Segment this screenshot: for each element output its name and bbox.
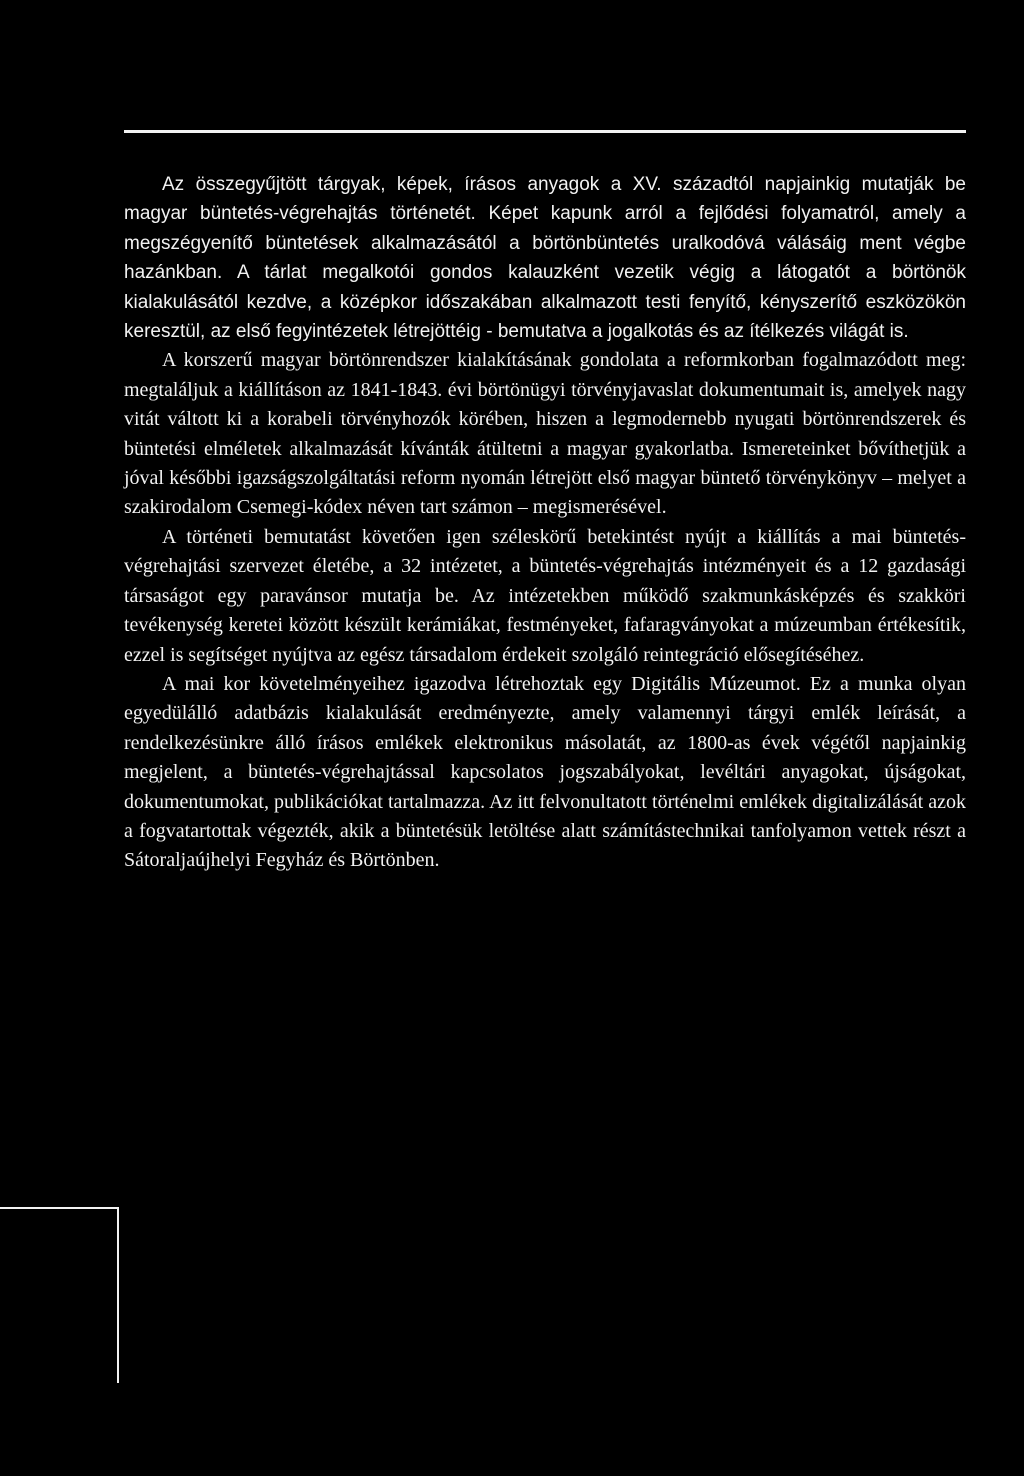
paragraph-prison-system-reform: A korszerű magyar börtönrendszer kialakításának gondolata a reformkorban fogalmazódott meg: megtaláljuk a kiállításon az 1841-1843. évi börtönügyi törvényjavaslat dokumentumait is, amelyek nagy vitát váltott ki a korabeli törvényhozók körében, hiszen a legmodernebb nyugati börtönrendszerek és büntetési elméletek alkalmazását kívánták átültetni a magyar gyakorlatba. Ismereteinket bővíthetjük a jóval későbbi igazságszolgáltatási reform nyomán létrejött első magyar büntető törvénykönyv – melyet a szakirodalom Csemegi-kódex néven tart számon – megismerésével. (124, 349, 966, 519)
paragraph-digital-museum: A mai kor követelményeihez igazodva létrehoztak egy Digitális Múzeumot. Ez a munka olyan egyedülálló adatbázis kialakulását eredményezte, amely valamennyi tárgyi emlék leírását, a rendelkezésünkre álló írásos emlékek elektronikus másolatát, az 1800-as évek végétől napjainkig megjelent, a büntetés-végrehajtással kapcsolatos jogszabályokat, levéltári anyagokat, újságokat, dokumentumokat, publikációkat tartalmazza. Az itt felvonultatott történelmi emlékek digitalizálását azok a fogvatartottak végezték, akik a büntetésük letöltése alatt számítástechnikai tanfolyamon vettek részt a Sátoraljaújhelyi Fegyház és Börtönben. (124, 672, 966, 872)
corner-frame-box (0, 1207, 119, 1383)
document-body (124, 170, 966, 876)
top-divider-line (124, 130, 966, 133)
paragraph-modern-organization: A történeti bemutatást követően igen széleskörű betekintést nyújt a kiállítás a mai büntetés-végrehajtási szervezet életébe, a 32 intézetet, a büntetés-végrehajtás intézményeit és a 12 gazdasági társaságot egy paravánsor mutatja be. Az intézetekben működő szakmunkásképzés és szakköri tevékenység keretei között készült kerámiákat, festményeket, fafaragványokat a múzeumban értékesítik, ezzel is segítséget nyújtva az egész társadalom érdekeit szolgáló reintegráció elősegítéséhez. (124, 525, 966, 666)
paragraph-exhibition-intro: Az összegyűjtött tárgyak, képek, írásos anyagok a XV. századtól napjainkig mutatják be magyar büntetés-végrehajtás történetét. Képet kapunk arról a fejlődési folyamatról, amely a megszégyenítő büntetések alkalmazásától a börtönbüntetés uralkodóvá válásáig ment végbe hazánkban. A tárlat megalkotói gondos kalauzként vezetik végig a látogatót a börtönök kialakulásától kezdve, a középkor időszakában alkalmazott testi fenyítő, kényszerítő eszközökön keresztül, az első fegyintézetek létrejöttéig - bemutatva a jogalkotás és az ítélkezés világát is. (124, 174, 966, 343)
